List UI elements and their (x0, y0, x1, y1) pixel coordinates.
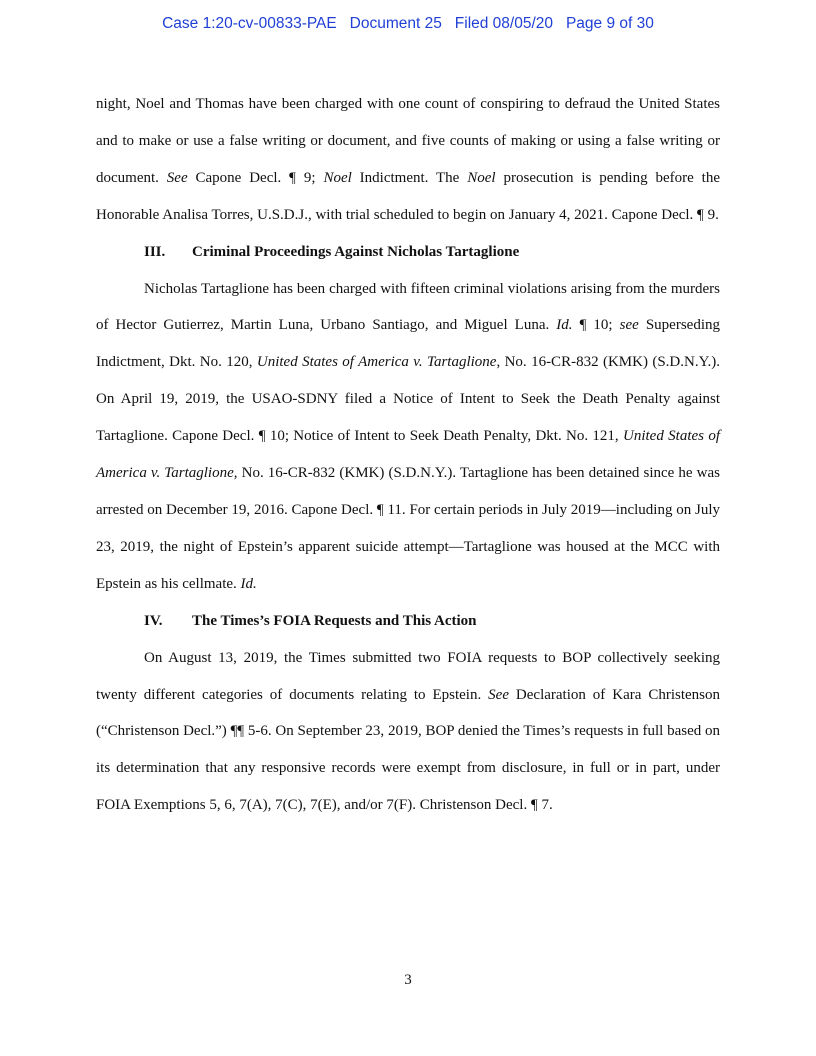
paragraph-tartaglione (96, 271, 720, 603)
text-run: Declaration of Kara Christenson (“Christenson Decl.”) ¶¶ 5-6. On September 23, 2019, BOP denied the Times’s requests in full based on its determination that any responsive records were exempt from disclosure, in full or in part, under FOIA Exemptions 5, 6, 7(A), 7(C), 7(E), and/or 7(F). Christenson Decl. ¶ 7. (96, 686, 720, 814)
text-run-italic: See (166, 169, 188, 186)
filed-date: Filed 08/05/20 (454, 15, 554, 32)
page-of-total: Page 9 of 30 (565, 15, 654, 32)
text-run: prosecution is pending before the Honorable Analisa Torres, U.S.D.J., with trial scheduled to begin on January 4, 2021. Capone Decl. ¶ 9. (96, 169, 720, 223)
text-run: Indictment. The (351, 169, 468, 186)
heading-number: IV. (144, 612, 163, 629)
text-run-italic: United States of America v. Tartaglione (96, 428, 720, 482)
page-number: 3 (404, 972, 412, 988)
text-run-italic: Noel (323, 169, 352, 186)
heading-title: Criminal Proceedings Against Nicholas Tartaglione (192, 243, 520, 260)
paragraph-noel-thomas (96, 86, 720, 234)
text-run: ¶ 10; (572, 317, 620, 334)
text-run-italic: see (619, 317, 639, 334)
paragraph-foia-requests (96, 640, 720, 825)
text-run: night, Noel and Thomas have been charged with one count of conspiring to defraud the United States and to make or use a false writing or document, and five counts of making or using a false writing or document. (96, 96, 720, 186)
text-run: Capone Decl. ¶ 9; (187, 169, 324, 186)
text-run-italic: See (488, 686, 509, 703)
text-run: , No. 16-CR-832 (KMK) (S.D.N.Y.). Tartaglione has been detained since he was arrested on December 19, 2016. Capone Decl. ¶ 11. For certain periods in July 2019—including on July 23, 2019, the night of Epstein’s apparent suicide attempt—Tartaglione was housed at the MCC with Epstein as his cellmate. (96, 465, 720, 592)
text-run: On August 13, 2019, the Times submitted two FOIA requests to BOP collectively seeking twenty different categories of documents relating to Epstein. (96, 649, 720, 703)
text-run-italic: Id. (240, 575, 257, 592)
ecf-header (0, 15, 816, 33)
heading-number: III. (144, 243, 166, 260)
document-number: Document 25 (349, 15, 442, 32)
text-run: Superseding Indictment, Dkt. No. 120, (96, 317, 720, 371)
section-heading-iii (96, 234, 720, 271)
text-run-italic: United States of America v. Tartaglione (256, 354, 497, 371)
document-body (96, 86, 720, 824)
heading-title: The Times’s FOIA Requests and This Action (192, 612, 477, 629)
text-run-italic: Id. (556, 317, 573, 334)
text-run: Nicholas Tartaglione has been charged with fifteen criminal violations arising from the murders of Hector Gutierrez, Martin Luna, Urbano Santiago, and Miguel Luna. (96, 280, 720, 334)
text-run: , No. 16-CR-832 (KMK) (S.D.N.Y.). On April 19, 2019, the USAO-SDNY filed a Notice of Intent to Seek the Death Penalty against Tartaglione. Capone Decl. ¶ 10; Notice of Intent to Seek Death Penalty, Dkt. No. 121, (96, 354, 720, 445)
text-run-italic: Noel (467, 169, 496, 186)
section-heading-iv (96, 603, 720, 640)
case-number: Case 1:20-cv-00833-PAE (162, 15, 337, 32)
